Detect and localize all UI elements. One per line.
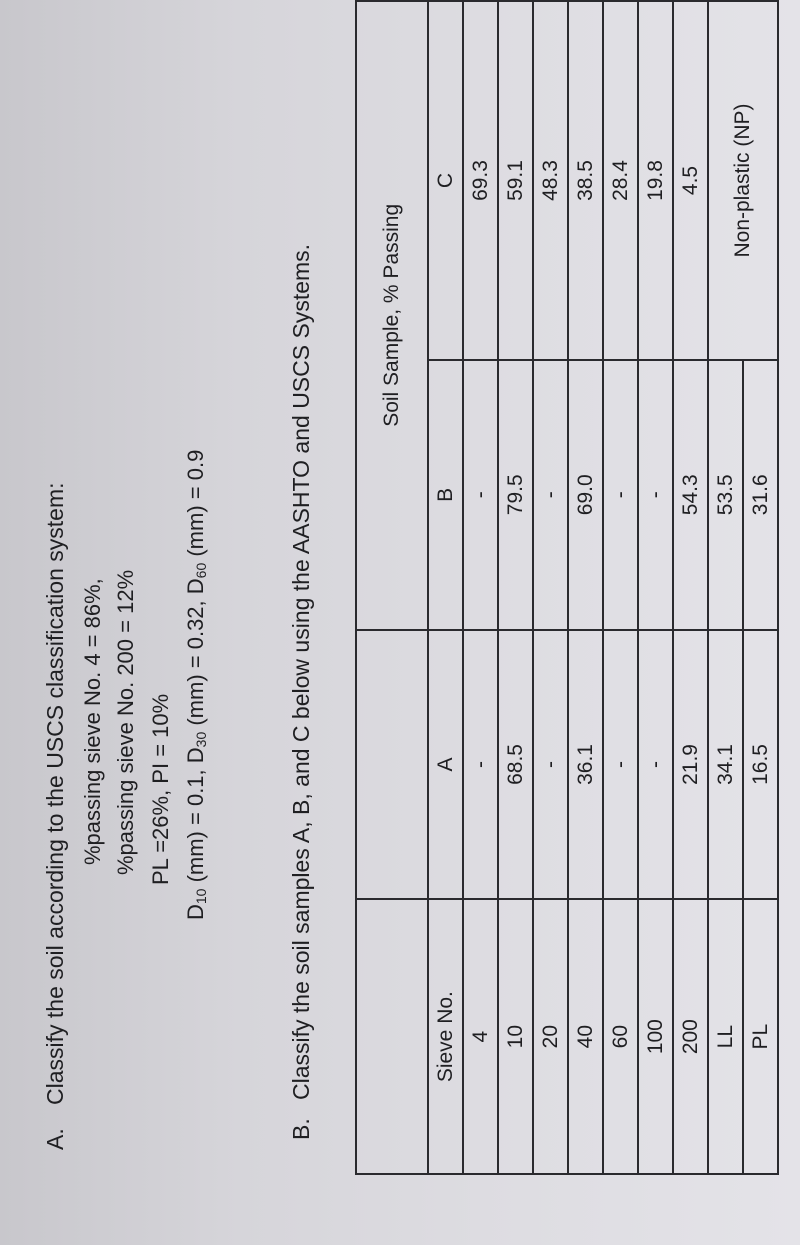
c-cell-nonplastic: Non-plastic (NP) (708, 1, 778, 360)
table-row (533, 1, 568, 1174)
a-cell: 34.1 (708, 630, 743, 900)
sieve-cell: 10 (498, 899, 533, 1174)
blank-header-cell (356, 899, 428, 1174)
b-cell: - (463, 360, 498, 630)
part-a-line-3: PL =26%, PI = 10% (148, 693, 173, 885)
table-row (498, 1, 533, 1174)
a-cell: - (533, 630, 568, 900)
sieve-cell: LL (708, 899, 743, 1174)
table-group-header-row (356, 1, 428, 1174)
b-cell: - (638, 360, 673, 630)
table-row (638, 1, 673, 1174)
header-sieve-no: Sieve No. (428, 899, 463, 1174)
sieve-cell: 200 (673, 899, 708, 1174)
a-cell: 16.5 (743, 630, 778, 900)
group-header: Soil Sample, % Passing (356, 1, 428, 630)
table-row (463, 1, 498, 1174)
part-a-label: A. (42, 1128, 68, 1150)
d30-subscript: 30 (193, 731, 209, 748)
a-cell: 21.9 (673, 630, 708, 900)
table-row (568, 1, 603, 1174)
b-cell: 31.6 (743, 360, 778, 630)
part-a-heading: Classify the soil according to the USCS classification system: (42, 482, 68, 1105)
a-cell: - (603, 630, 638, 900)
header-c: C (428, 1, 463, 360)
sieve-cell: 20 (533, 899, 568, 1174)
table-row (708, 1, 743, 1174)
b-cell: 69.0 (568, 360, 603, 630)
sieve-cell: 100 (638, 899, 673, 1174)
d10-subscript: 10 (193, 888, 209, 905)
a-cell: 36.1 (568, 630, 603, 900)
d60-value: (mm) = 0.9 (183, 449, 208, 563)
b-cell: 53.5 (708, 360, 743, 630)
d10-prefix: D (183, 904, 208, 920)
c-cell: 38.5 (568, 1, 603, 360)
header-a: A (428, 630, 463, 900)
header-b: B (428, 360, 463, 630)
sieve-cell: PL (743, 899, 778, 1174)
sieve-cell: 4 (463, 899, 498, 1174)
d10-value: (mm) = 0.1, D (183, 747, 208, 889)
part-b-heading: Classify the soil samples A, B, and C below using the AASHTO and USCS Systems. (288, 243, 314, 1100)
a-cell: 68.5 (498, 630, 533, 900)
b-cell: 54.3 (673, 360, 708, 630)
b-cell: - (533, 360, 568, 630)
table-header-row (428, 1, 463, 1174)
a-cell: - (638, 630, 673, 900)
b-cell: 79.5 (498, 360, 533, 630)
part-a-line-2: %passing sieve No. 200 = 12% (113, 569, 138, 875)
d30-value: (mm) = 0.32, D (183, 578, 208, 732)
c-cell: 4.5 (673, 1, 708, 360)
d60-subscript: 60 (193, 562, 209, 579)
a-cell: - (463, 630, 498, 900)
blank-header-cell-a (356, 630, 428, 900)
b-cell: - (603, 360, 638, 630)
c-cell: 59.1 (498, 1, 533, 360)
sieve-cell: 40 (568, 899, 603, 1174)
part-a-d-line (183, 450, 209, 920)
table-row (603, 1, 638, 1174)
c-cell: 28.4 (603, 1, 638, 360)
c-cell: 48.3 (533, 1, 568, 360)
part-b-label: B. (288, 1118, 314, 1140)
table-row (673, 1, 708, 1174)
part-a-line-1: %passing sieve No. 4 = 86%, (80, 578, 105, 865)
sieve-cell: 60 (603, 899, 638, 1174)
c-cell: 19.8 (638, 1, 673, 360)
sieve-table (355, 0, 779, 1175)
c-cell: 69.3 (463, 1, 498, 360)
